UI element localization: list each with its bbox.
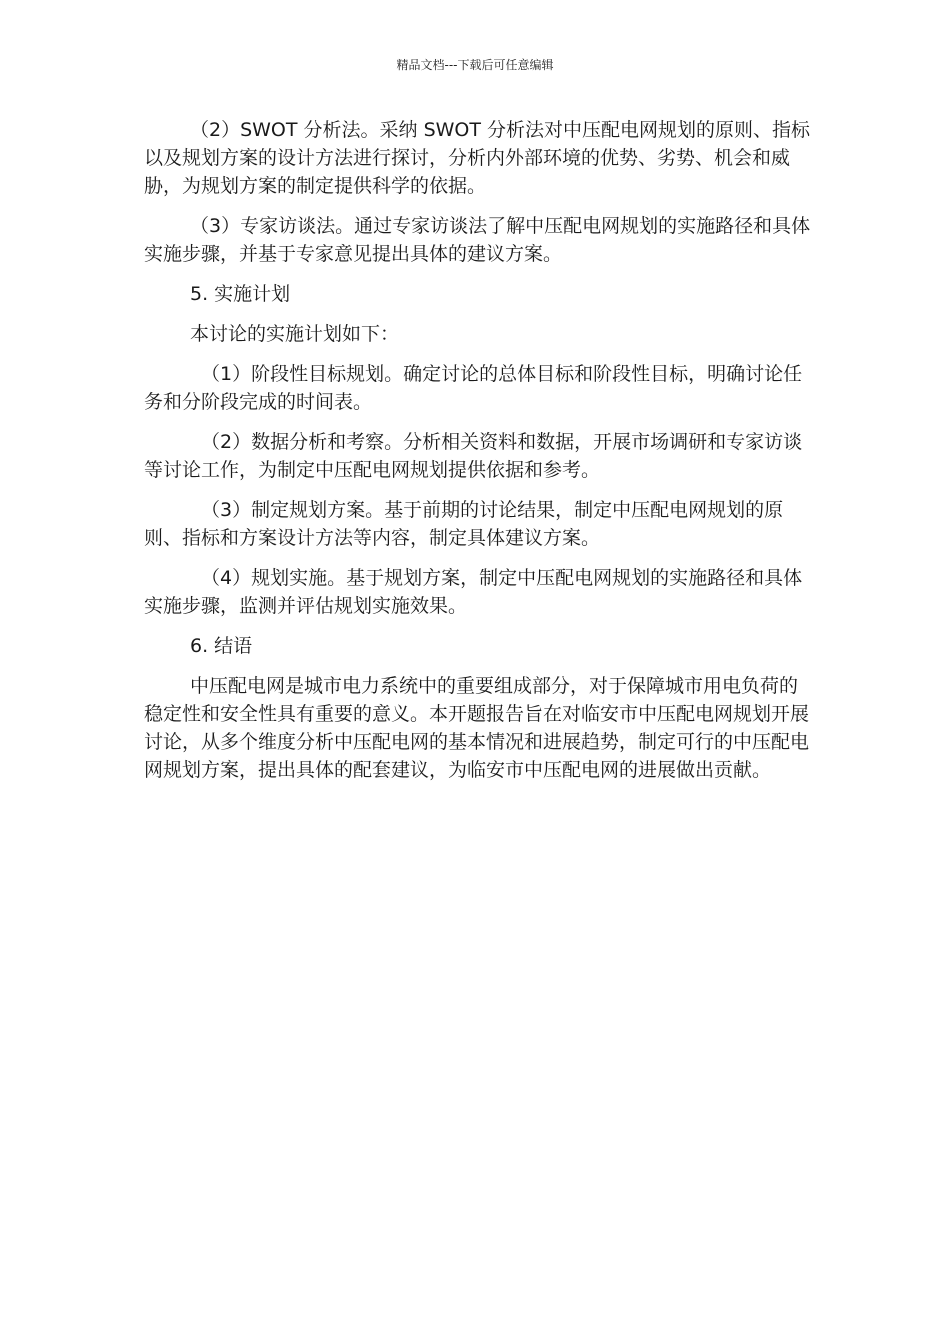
document-body bbox=[144, 116, 812, 796]
plan-step-4-paragraph: （4）规划实施。基于规划方案，制定中压配电网规划的实施路径和具体实施步骤，监测并评估规划实施效果。 bbox=[144, 567, 803, 617]
page-header: 精品文档---下载后可任意编辑 bbox=[396, 58, 554, 72]
plan-step-1-paragraph: （1）阶段性目标规划。确定讨论的总体目标和阶段性目标，明确讨论任务和分阶段完成的时间表。 bbox=[144, 363, 803, 413]
method-expert-interview-paragraph: （3）专家访谈法。通过专家访谈法了解中压配电网规划的实施路径和具体实施步骤，并基于专家意见提出具体的建议方案。 bbox=[144, 215, 811, 265]
plan-step-2-paragraph: （2）数据分析和考察。分析相关资料和数据，开展市场调研和专家访谈等讨论工作，为制定中压配电网规划提供依据和参考。 bbox=[144, 431, 803, 481]
plan-step-3-paragraph: （3）制定规划方案。基于前期的讨论结果，制定中压配电网规划的原则、指标和方案设计方法等内容，制定具体建议方案。 bbox=[144, 499, 784, 549]
method-swot-paragraph: （2）SWOT 分析法。采纳 SWOT 分析法对中压配电网规划的原则、指标以及规划方案的设计方法进行探讨，分析内外部环境的优势、劣势、机会和威胁，为规划方案的制定提供科学的依据。 bbox=[144, 119, 811, 197]
implementation-intro-paragraph: 本讨论的实施计划如下： bbox=[190, 323, 400, 345]
section-heading-implementation-plan: 5. 实施计划 bbox=[190, 283, 291, 305]
conclusion-paragraph: 中压配电网是城市电力系统中的重要组成部分，对于保障城市用电负荷的稳定性和安全性具有重要的意义。本开题报告旨在对临安市中压配电网规划开展讨论，从多个维度分析中压配电网的基本情况和进展趋势，制定可行的中压配电网规划方案，提出具体的配套建议，为临安市中压配电网的进展做出贡献。 bbox=[144, 675, 810, 781]
section-heading-conclusion: 6. 结语 bbox=[190, 635, 253, 657]
